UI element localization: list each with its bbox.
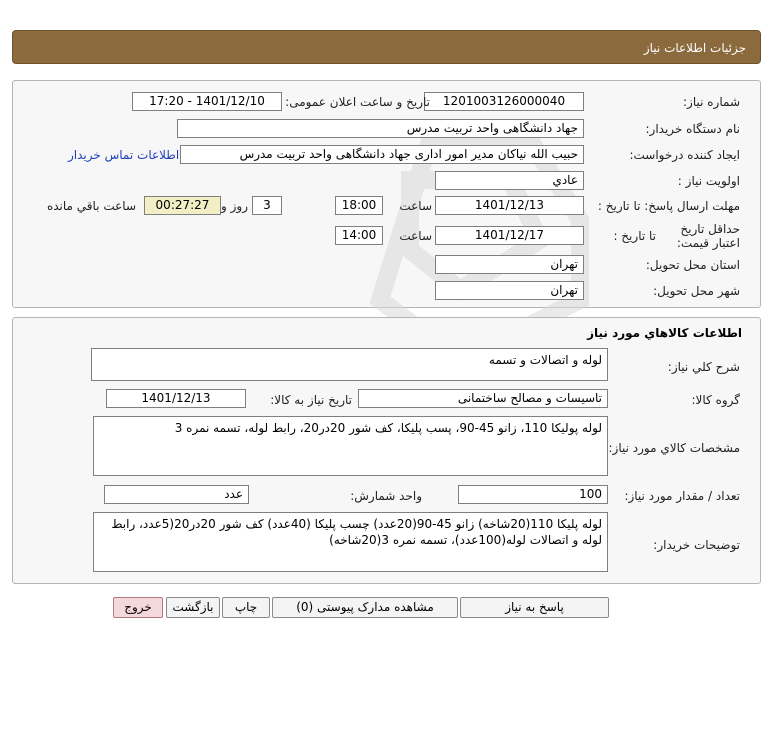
buyer-org-field: جهاد دانشگاهی واحد تربیت مدرس bbox=[177, 119, 584, 138]
general-desc-label: شرح کلي نياز: bbox=[667, 360, 740, 374]
unit-field: عدد bbox=[104, 485, 249, 504]
deadline-label: مهلت ارسال پاسخ: تا تاریخ : bbox=[597, 199, 740, 213]
need-number-field: 1201003126000040 bbox=[424, 92, 584, 111]
city-label: شهر محل تحویل: bbox=[653, 284, 740, 298]
city-field: تهران bbox=[435, 281, 584, 300]
province-field: تهران bbox=[435, 255, 584, 274]
need-info-panel bbox=[12, 80, 761, 308]
reply-button[interactable]: پاسخ به نیاز bbox=[460, 597, 609, 618]
deadline-time-label: ساعت bbox=[399, 199, 432, 213]
page-header bbox=[12, 30, 761, 64]
priority-label: اولویت نیاز : bbox=[677, 174, 740, 188]
buyer-org-label: نام دستگاه خریدار: bbox=[645, 122, 740, 136]
requester-field: حبیب الله نیاکان مدیر امور اداری جهاد دانشگاهی واحد تربیت مدرس bbox=[180, 145, 584, 164]
page-title: جزئیات اطلاعات نیاز bbox=[643, 41, 746, 55]
print-button[interactable]: چاپ bbox=[222, 597, 270, 618]
validity-time-field: 14:00 bbox=[335, 226, 383, 245]
buyer-notes-label: توضیحات خریدار: bbox=[653, 538, 740, 552]
validity-to-label: تا تاریخ : bbox=[613, 229, 656, 243]
general-desc-field: لوله و اتصالات و تسمه bbox=[91, 348, 608, 381]
need-date-label: تاریخ نیاز به کالا: bbox=[270, 393, 352, 407]
remaining-time-field: 00:27:27 bbox=[144, 196, 221, 215]
attachments-button[interactable]: مشاهده مدارک پیوستی (0) bbox=[272, 597, 458, 618]
deadline-date-field: 1401/12/13 bbox=[435, 196, 584, 215]
province-label: استان محل تحویل: bbox=[645, 258, 740, 272]
exit-button[interactable]: خروج bbox=[113, 597, 163, 618]
goods-group-field: تاسیسات و مصالح ساختمانی bbox=[358, 389, 608, 408]
specs-label: مشخصات کالاي مورد نياز: bbox=[608, 441, 740, 455]
buyer-notes-field: لوله پلیکا 110(20شاخه) زانو 45-90(20عدد) چسب پلیکا (40عدد) کف شور 20در20(5عدد، رابط لوله و اتصالات لوله(100عدد)، تسمه نمره 3(20شاخه) bbox=[93, 512, 608, 572]
goods-group-label: گروه کالا: bbox=[691, 393, 740, 407]
specs-field: لوله پولیکا 110، زانو 45-90، پسب پلیکا، کف شور 20در20، رابط لوله، تسمه نمره 3 bbox=[93, 416, 608, 476]
announce-datetime-field: 1401/12/10 - 17:20 bbox=[132, 92, 282, 111]
unit-label: واحد شمارش: bbox=[350, 489, 422, 503]
priority-field: عادي bbox=[435, 171, 584, 190]
requester-label: ایجاد کننده درخواست: bbox=[629, 148, 740, 162]
announce-label: تاریخ و ساعت اعلان عمومی: bbox=[285, 95, 430, 109]
validity-label: حداقل تاریخ اعتبار قیمت: bbox=[676, 222, 740, 250]
goods-section-title: اطلاعات کالاهاي مورد نياز bbox=[587, 326, 742, 340]
remaining-time-label: ساعت باقي مانده bbox=[46, 199, 136, 213]
validity-time-label: ساعت bbox=[399, 229, 432, 243]
need-number-label: شماره نیاز: bbox=[683, 95, 740, 109]
buyer-contact-link[interactable]: اطلاعات تماس خریدار bbox=[68, 148, 180, 162]
quantity-field: 100 bbox=[458, 485, 608, 504]
quantity-label: تعداد / مقدار مورد نیاز: bbox=[624, 489, 740, 503]
need-date-field: 1401/12/13 bbox=[106, 389, 246, 408]
validity-date-field: 1401/12/17 bbox=[435, 226, 584, 245]
back-button[interactable]: بازگشت bbox=[166, 597, 220, 618]
days-label: روز و bbox=[221, 199, 248, 213]
deadline-time-field: 18:00 bbox=[335, 196, 383, 215]
remaining-days-field: 3 bbox=[252, 196, 282, 215]
